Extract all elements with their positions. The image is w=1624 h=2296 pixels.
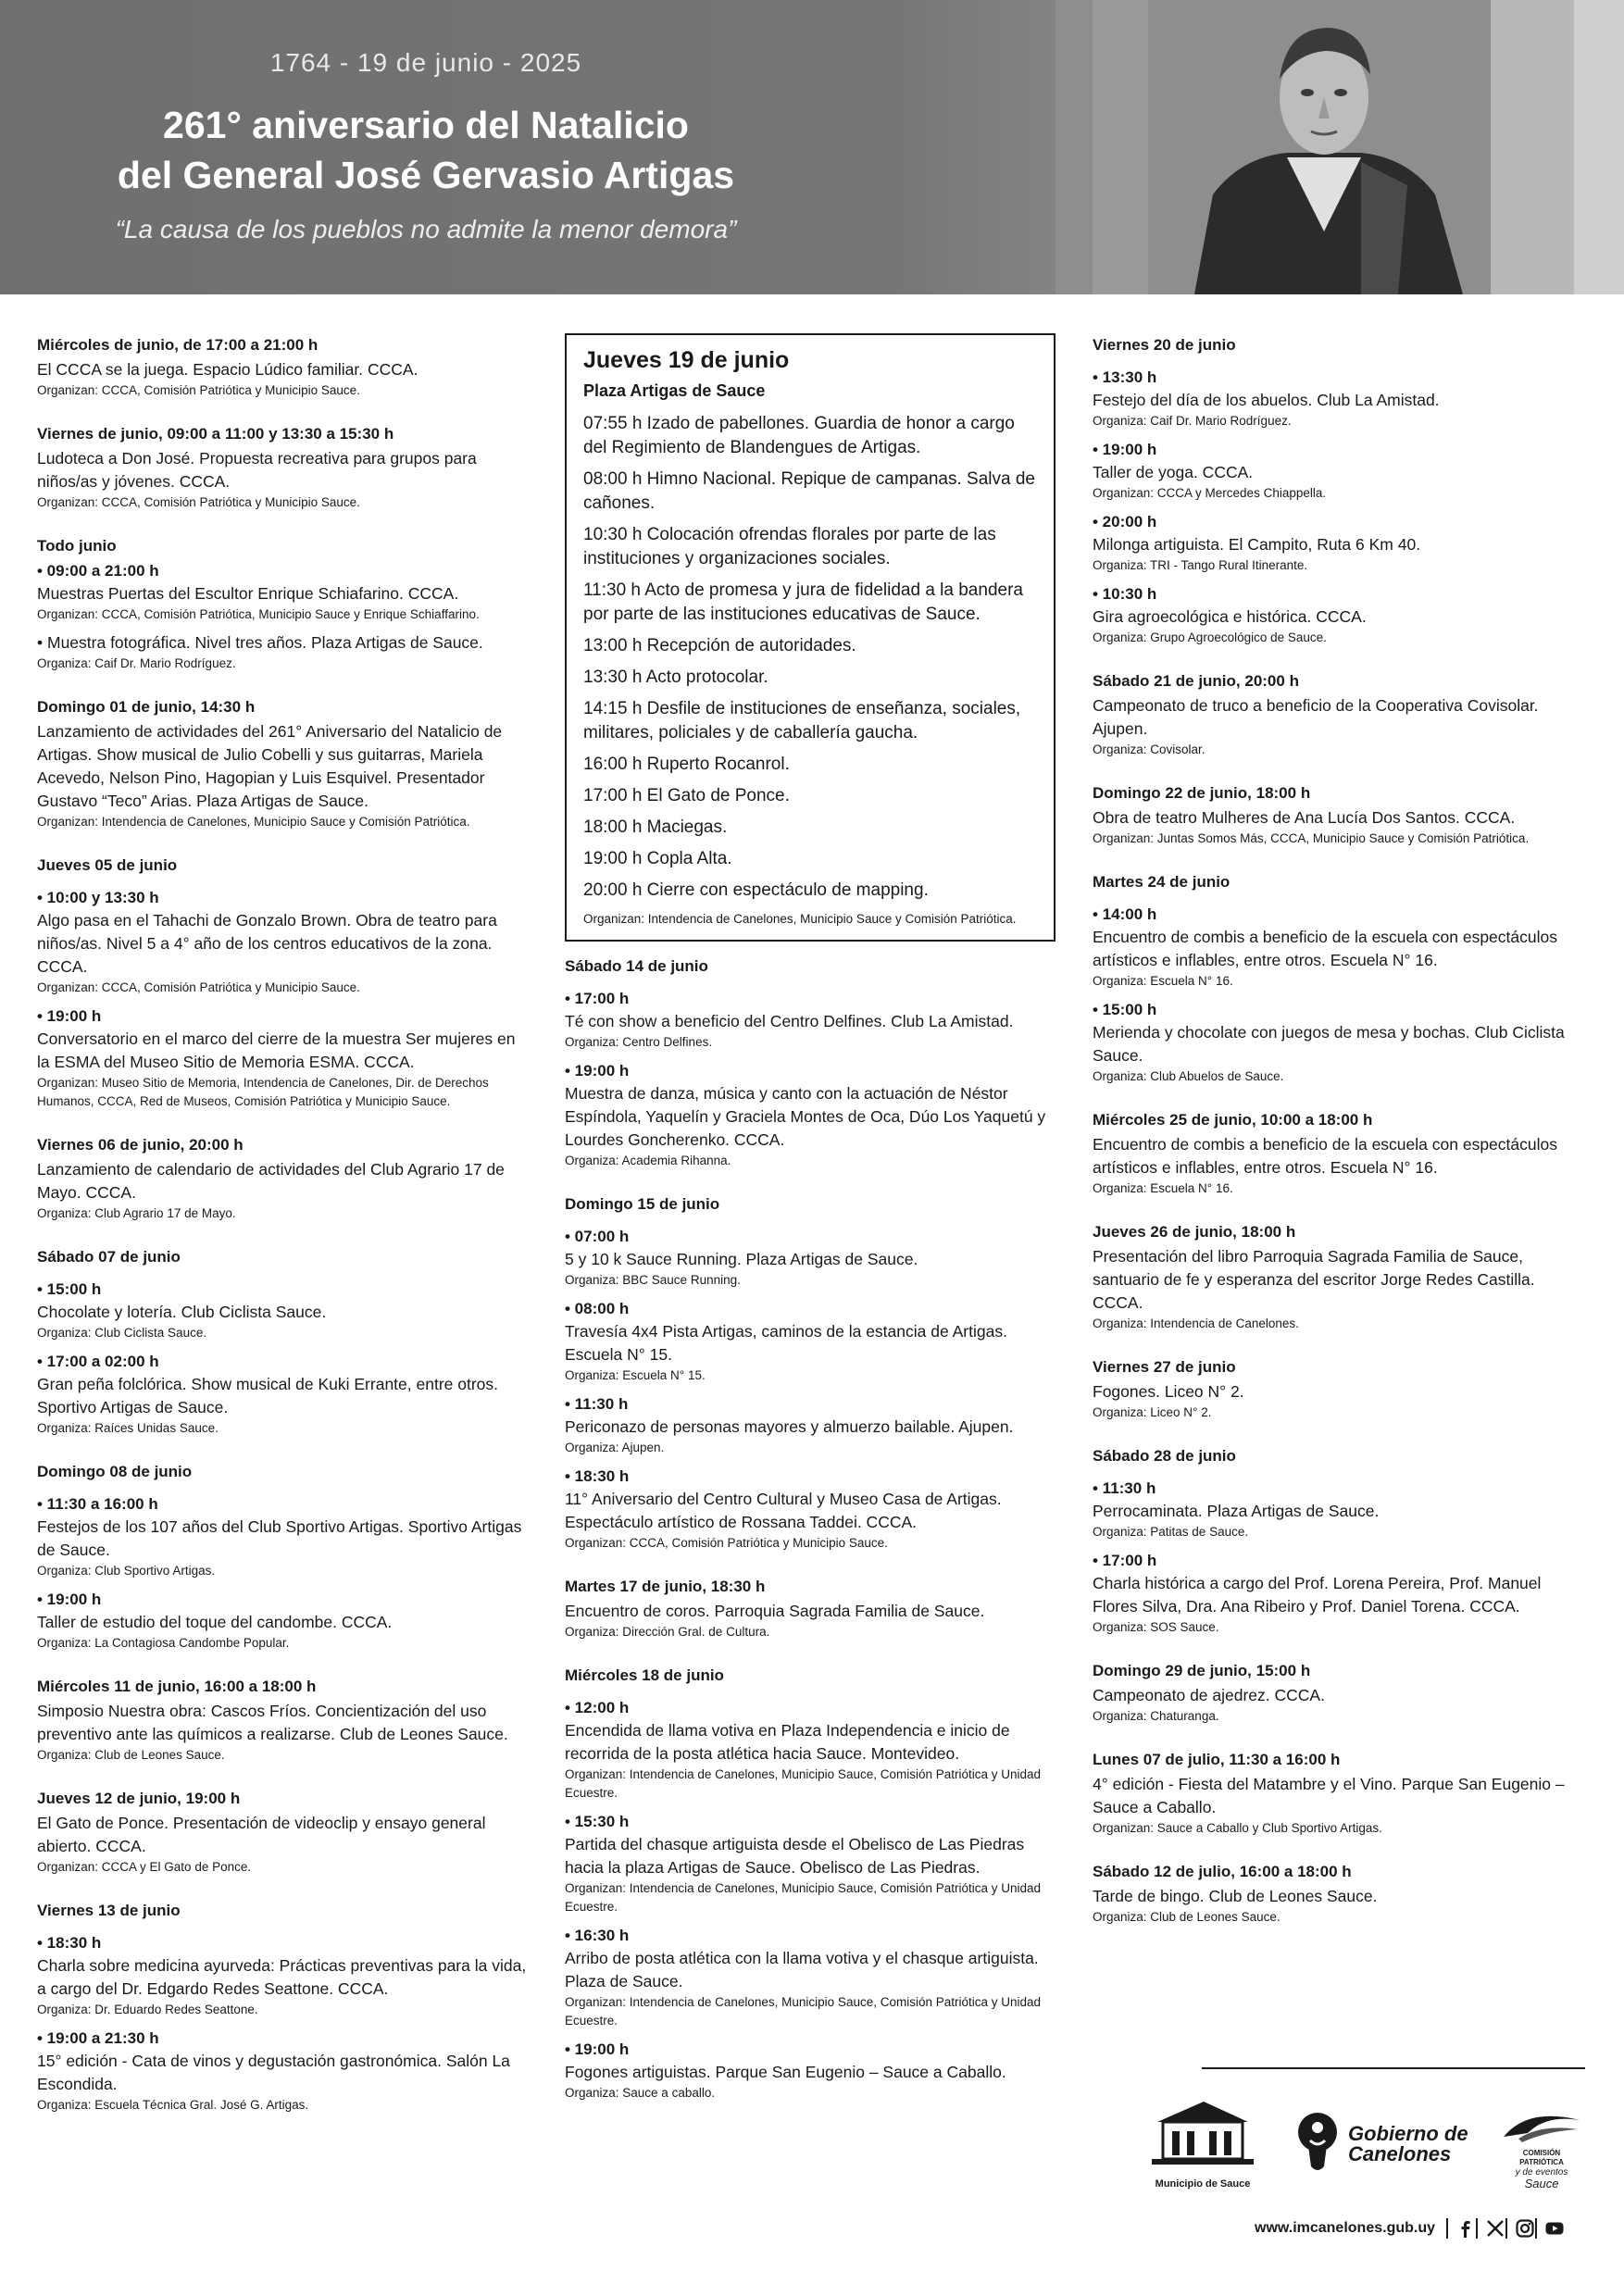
event-description: Taller de estudio del toque del candombe. CCCA. (37, 1613, 393, 1631)
section-date: Domingo 15 de junio (565, 1195, 720, 1213)
event-description: Lanzamiento de actividades del 261° Aniversario del Natalicio de Artigas. Show musical de Julio Cobelli y sus guitarras, Mariela Acevedo, Nelson Pino, Hagopian y Luis Esquivel. Presentador Gustavo “Teco” Arias. Plaza Artigas de Sauce. (37, 722, 503, 810)
event-description: Festejo del día de los abuelos. Club La Amistad. (1093, 391, 1440, 409)
event-organizers: Organizan: Sauce a Caballo y Club Sportivo Artigas. (1093, 1821, 1382, 1835)
event-item (1093, 1477, 1588, 1541)
section-date: Sábado 12 de julio, 16:00 a 18:00 h (1093, 1863, 1352, 1880)
event-item (37, 1158, 528, 1223)
featured-item: 13:30 h Acto protocolar. (583, 668, 768, 687)
schedule-section (37, 333, 528, 400)
event-description: Presentación del libro Parroquia Sagrada Familia de Sauce, santuario de fe y esperanza del escritor Jorge Redes Castilla. CCCA. (1093, 1247, 1535, 1312)
event-description: Campeonato de truco a beneficio de la Cooperativa Covisolar. Ajupen. (1093, 696, 1539, 738)
event-item (37, 1492, 528, 1580)
schedule-section (37, 1675, 528, 1765)
event-item (565, 1810, 1056, 1916)
comision-swoosh-icon (1500, 2107, 1583, 2144)
comision-line1: COMISIÓN PATRIÓTICA (1519, 2149, 1564, 2166)
event-item (1093, 366, 1588, 430)
featured-item: 07:55 h Izado de pabellones. Guardia de honor a cargo del Regimiento de Blandengues de Artigas. (583, 414, 1015, 457)
event-organizers: Organizan: CCCA y El Gato de Ponce. (37, 1860, 252, 1874)
header-banner (0, 0, 1624, 294)
event-organizers: Organizan: CCCA, Comisión Patriótica y Municipio Sauce. (37, 383, 360, 397)
event-time: • 18:30 h (37, 1934, 102, 1952)
event-time: • 09:00 a 21:00 h (37, 562, 159, 580)
event-time: • 17:00 h (565, 990, 630, 1007)
header-title-line2: del General José Gervasio Artigas (117, 154, 735, 196)
event-description: Fogones. Liceo N° 2. (1093, 1382, 1244, 1401)
event-organizers: Organizan: CCCA, Comisión Patriótica y Municipio Sauce. (565, 1536, 888, 1550)
event-time: • 17:00 h (1093, 1552, 1157, 1569)
event-description: 11° Aniversario del Centro Cultural y Museo Casa de Artigas. Espectáculo artístico de Rossana Taddei. CCCA. (565, 1490, 1002, 1531)
event-organizers: Organiza: La Contagiosa Candombe Popular. (37, 1636, 290, 1650)
event-item (1093, 1133, 1588, 1198)
section-date: Miércoles 18 de junio (565, 1666, 724, 1684)
event-organizers: Organiza: Escuela N° 16. (1093, 974, 1233, 988)
municipio-building-icon (1148, 2094, 1257, 2168)
event-item (37, 886, 528, 997)
event-item (565, 1696, 1056, 1803)
event-time: • 18:30 h (565, 1467, 630, 1485)
event-organizers: Organiza: Club Sportivo Artigas. (37, 1564, 216, 1578)
event-organizers: Organiza: Escuela N° 15. (565, 1368, 706, 1382)
event-description: Lanzamiento de calendario de actividades del Club Agrario 17 de Mayo. CCCA. (37, 1160, 505, 1202)
event-time: • 17:00 a 02:00 h (37, 1353, 159, 1370)
schedule-section (1093, 1659, 1588, 1726)
section-date: Jueves 12 de junio, 19:00 h (37, 1790, 241, 1807)
event-organizers: Organiza: Caif Dr. Mario Rodríguez. (1093, 414, 1292, 428)
event-organizers: Organiza: Dr. Eduardo Redes Seattone. (37, 2003, 258, 2016)
event-item (565, 2038, 1056, 2103)
artigas-portrait (1056, 0, 1624, 294)
section-date: Viernes 06 de junio, 20:00 h (37, 1136, 244, 1154)
header-quote: “La causa de los pueblos no admite la menor demora” (115, 215, 737, 243)
section-date: Miércoles de junio, de 17:00 a 21:00 h (37, 336, 319, 354)
event-organizers: Organizan: Intendencia de Canelones, Municipio Sauce y Comisión Patriótica. (37, 815, 470, 829)
event-time: • 15:00 h (37, 1280, 102, 1298)
event-organizers: Organizan: CCCA y Mercedes Chiappella. (1093, 486, 1327, 500)
event-time: • 19:00 h (565, 1062, 630, 1079)
event-item (565, 1600, 1056, 1641)
event-description: 15° edición - Cata de vinos y degustación gastronómica. Salón La Escondida. (37, 2052, 510, 2093)
event-description: Milonga artiguista. El Campito, Ruta 6 Km 40. (1093, 535, 1421, 554)
event-description: Obra de teatro Mulheres de Ana Lucía Dos Santos. CCCA. (1093, 808, 1516, 827)
event-organizers: Organiza: Club Abuelos de Sauce. (1093, 1069, 1284, 1083)
event-organizers: Organiza: Dirección Gral. de Cultura. (565, 1625, 770, 1639)
event-organizers: Organiza: Academia Rihanna. (565, 1154, 731, 1167)
header-dates: 1764 - 19 de junio - 2025 (269, 48, 582, 77)
section-date: Viernes 13 de junio (37, 1902, 181, 1919)
featured-box-jueves-19 (565, 333, 1056, 942)
event-organizers: Organizan: Intendencia de Canelones, Municipio Sauce, Comisión Patriótica y Unidad Ecuestre. (565, 1767, 1042, 1800)
icon-separator (1535, 2218, 1537, 2239)
section-date: Domingo 29 de junio, 15:00 h (1093, 1662, 1311, 1679)
event-time: • 19:00 a 21:30 h (37, 2029, 159, 2047)
comision-patriotica-logo (1500, 2107, 1583, 2190)
featured-item: 20:00 h Cierre con espectáculo de mapping. (583, 880, 929, 900)
schedule-section (37, 422, 528, 512)
comision-line2: y de eventos (1515, 2167, 1568, 2177)
section-date: Martes 24 de junio (1093, 873, 1230, 891)
footer-divider (1202, 2067, 1585, 2069)
event-item (1093, 1773, 1588, 1838)
column-center-list (565, 955, 1056, 2103)
event-item (1093, 510, 1588, 575)
event-time: • 11:30 h (565, 1395, 629, 1413)
event-item (1093, 694, 1588, 759)
event-item (1093, 903, 1588, 991)
event-time: • 19:00 h (1093, 441, 1157, 458)
youtube-icon[interactable] (1544, 2218, 1565, 2239)
event-description: Travesía 4x4 Pista Artigas, caminos de la estancia de Artigas. Escuela N° 15. (565, 1322, 1007, 1364)
event-description: Encendida de llama votiva en Plaza Independencia e inicio de recorrida de la posta atlética hacia Sauce. Montevideo. (565, 1721, 1010, 1763)
event-item (565, 1465, 1056, 1553)
schedule-section (37, 854, 528, 1111)
event-item (565, 1392, 1056, 1457)
event-description: Gran peña folclórica. Show musical de Kuki Errante, entre otros. Sportivo Artigas de Sauce. (37, 1375, 499, 1416)
section-date: Sábado 28 de junio (1093, 1447, 1236, 1465)
event-time: • 20:00 h (1093, 513, 1157, 530)
municipio-sauce-logo (1148, 2094, 1257, 2196)
website-link[interactable]: www.imcanelones.gub.uy (1255, 2220, 1435, 2236)
municipio-label: Municipio de Sauce (1155, 2178, 1251, 2190)
event-description: Festejos de los 107 años del Club Sportivo Artigas. Sportivo Artigas de Sauce. (37, 1517, 522, 1559)
event-time: • 07:00 h (565, 1228, 630, 1245)
schedule-section (1093, 1108, 1588, 1198)
instagram-icon[interactable] (1515, 2218, 1535, 2239)
featured-item: 08:00 h Himno Nacional. Repique de campanas. Salva de cañones. (583, 469, 1035, 513)
schedule-section (1093, 669, 1588, 759)
event-description: Encuentro de combis a beneficio de la escuela con espectáculos artísticos e inflables, entre otros. Escuela N° 16. (1093, 1135, 1557, 1177)
icon-separator (1505, 2218, 1507, 2239)
event-description: Perrocaminata. Plaza Artigas de Sauce. (1093, 1502, 1380, 1520)
event-organizers: Organiza: Grupo Agroecológico de Sauce. (1093, 630, 1327, 644)
gobierno-line2: Canelones (1348, 2142, 1452, 2165)
event-time: • 19:00 h (37, 1591, 102, 1608)
section-date: Domingo 22 de junio, 18:00 h (1093, 784, 1311, 802)
event-description: Campeonato de ajedrez. CCCA. (1093, 1686, 1325, 1704)
schedule-section (1093, 870, 1588, 1086)
schedule-section (37, 1460, 528, 1653)
event-description: Fogones artiguistas. Parque San Eugenio – Sauce a Caballo. (565, 2063, 1006, 2081)
column-right (1093, 333, 1588, 1949)
event-time: • 15:30 h (565, 1813, 630, 1830)
event-item (565, 1225, 1056, 1290)
event-item (37, 720, 528, 831)
event-description: Chocolate y lotería. Club Ciclista Sauce. (37, 1303, 327, 1321)
event-organizers: Organiza: Patitas de Sauce. (1093, 1525, 1249, 1539)
event-description: Muestras Puertas del Escultor Enrique Schiafarino. CCCA. (37, 584, 459, 603)
gobierno-line1: Gobierno de (1348, 2122, 1468, 2145)
section-date: Domingo 08 de junio (37, 1463, 193, 1480)
event-item (37, 1350, 528, 1438)
event-item (1093, 1380, 1588, 1422)
event-time: • 10:30 h (1093, 585, 1157, 603)
event-item (37, 1004, 528, 1111)
event-item (1093, 1684, 1588, 1726)
schedule-section (1093, 1860, 1588, 1927)
schedule-section (37, 534, 528, 673)
event-description: Encuentro de coros. Parroquia Sagrada Familia de Sauce. (565, 1602, 985, 1620)
featured-item: 18:00 h Maciegas. (583, 817, 728, 837)
event-time: • 19:00 h (565, 2040, 630, 2058)
event-organizers: Organizan: CCCA, Comisión Patriótica y Municipio Sauce. (37, 980, 360, 994)
event-item (1093, 998, 1588, 1086)
section-date: Miércoles 25 de junio, 10:00 a 18:00 h (1093, 1111, 1373, 1129)
schedule-section (37, 1133, 528, 1223)
canelones-emblem-icon (1296, 2111, 1339, 2174)
event-item (565, 987, 1056, 1052)
event-item (565, 1059, 1056, 1170)
event-item (37, 1812, 528, 1877)
schedule-section (565, 955, 1056, 1170)
event-description: Arribo de posta atlética con la llama votiva y el chasque artiguista. Plaza de Sauce. (565, 1949, 1039, 1990)
event-description: Ludoteca a Don José. Propuesta recreativa para grupos para niños/as y jóvenes. CCCA. (37, 449, 477, 491)
event-item (1093, 1885, 1588, 1927)
featured-item: 19:00 h Copla Alta. (583, 849, 732, 868)
event-item (37, 559, 528, 624)
section-date: Todo junio (37, 537, 117, 555)
schedule-section (1093, 1444, 1588, 1637)
schedule-section (37, 1787, 528, 1877)
event-organizers: Organiza: Centro Delfines. (565, 1035, 713, 1049)
section-date: Sábado 14 de junio (565, 957, 708, 975)
schedule-section (1093, 333, 1588, 647)
event-description: 4° edición - Fiesta del Matambre y el Vino. Parque San Eugenio – Sauce a Caballo. (1093, 1775, 1565, 1816)
schedule-section (565, 1192, 1056, 1553)
section-date: Viernes 20 de junio (1093, 336, 1236, 354)
featured-item: 11:30 h Acto de promesa y jura de fidelidad a la bandera por parte de las instituciones educativas de Sauce. (583, 580, 1023, 624)
featured-item: 14:15 h Desfile de instituciones de enseñanza, sociales, militares, policiales y de caballería gaucha. (583, 699, 1021, 742)
event-item (37, 358, 528, 400)
event-item (1093, 438, 1588, 503)
section-date: Viernes de junio, 09:00 a 11:00 y 13:30 a 15:30 h (37, 425, 394, 443)
event-item (1093, 1245, 1588, 1333)
section-date: Sábado 07 de junio (37, 1248, 181, 1266)
featured-item: 10:30 h Colocación ofrendas florales por parte de las instituciones y organizaciones sociales. (583, 525, 996, 568)
event-organizers: Organiza: TRI - Tango Rural Itinerante. (1093, 558, 1308, 572)
event-description: Encuentro de combis a beneficio de la escuela con espectáculos artísticos e inflables, entre otros. Escuela N° 16. (1093, 928, 1557, 969)
event-organizers: Organiza: Raíces Unidas Sauce. (37, 1421, 219, 1435)
comision-line3: Sauce (1524, 2177, 1559, 2190)
header-title-line1: 261° aniversario del Natalicio (163, 104, 689, 146)
section-date: Viernes 27 de junio (1093, 1358, 1236, 1376)
event-organizers: Organizan: Museo Sitio de Memoria, Intendencia de Canelones, Dir. de Derechos Humanos, CCCA, Red de Museos, Comisión Patriótica y Municipio Sauce. (37, 1076, 489, 1108)
column-left (37, 333, 528, 2137)
event-item (37, 1931, 528, 2019)
event-item (1093, 1549, 1588, 1637)
featured-place: Plaza Artigas de Sauce (583, 381, 766, 400)
event-description: Té con show a beneficio del Centro Delfines. Club La Amistad. (565, 1012, 1014, 1030)
schedule-section (37, 695, 528, 831)
gobierno-canelones-logo (1296, 2111, 1472, 2185)
event-organizers: Organizan: CCCA, Comisión Patriótica y Municipio Sauce. (37, 495, 360, 509)
event-organizers: Organiza: Liceo N° 2. (1093, 1405, 1212, 1419)
event-time: • 11:30 h (1093, 1479, 1156, 1497)
event-organizers: Organizan: CCCA, Comisión Patriótica, Municipio Sauce y Enrique Schiaffarino. (37, 607, 480, 621)
event-organizers: Organiza: Intendencia de Canelones. (1093, 1316, 1299, 1330)
schedule-section (565, 1664, 1056, 2103)
event-organizers: Organiza: Club de Leones Sauce. (1093, 1910, 1280, 1924)
event-description: Tarde de bingo. Club de Leones Sauce. (1093, 1887, 1378, 1905)
event-item (1093, 806, 1588, 848)
icon-separator (1476, 2218, 1478, 2239)
featured-day: Jueves 19 de junio (583, 347, 790, 373)
schedule-section (1093, 781, 1588, 848)
event-organizers: Organizan: Intendencia de Canelones, Municipio Sauce, Comisión Patriótica y Unidad Ecuestre. (565, 1995, 1042, 2028)
event-item (37, 1278, 528, 1342)
schedule-section (37, 1899, 528, 2115)
section-date: Lunes 07 de julio, 11:30 a 16:00 h (1093, 1751, 1341, 1768)
event-item (37, 1588, 528, 1653)
facebook-icon[interactable] (1455, 2218, 1476, 2239)
event-organizers: Organiza: Sauce a caballo. (565, 2086, 716, 2100)
section-date: Jueves 26 de junio, 18:00 h (1093, 1223, 1296, 1241)
event-organizers: Organiza: Club Agrario 17 de Mayo. (37, 1206, 236, 1220)
event-organizers: Organiza: Caif Dr. Mario Rodríguez. (37, 656, 236, 670)
section-date: Jueves 05 de junio (37, 856, 178, 874)
event-description: Periconazo de personas mayores y almuerzo bailable. Ajupen. (565, 1417, 1014, 1436)
section-date: Sábado 21 de junio, 20:00 h (1093, 672, 1299, 690)
event-time: • 16:30 h (565, 1927, 630, 1944)
section-date: Domingo 01 de junio, 14:30 h (37, 698, 256, 716)
event-description: Simposio Nuestra obra: Cascos Fríos. Concientización del uso preventivo ante las químicos a realizarse. Club de Leones Sauce. (37, 1702, 508, 1743)
event-description: Algo pasa en el Tahachi de Gonzalo Brown. Obra de teatro para niños/as. Nivel 5 a 4° año de los centros educativos de la zona. CCCA. (37, 911, 497, 976)
event-item (565, 1297, 1056, 1385)
event-organizers: Organizan: Juntas Somos Más, CCCA, Municipio Sauce y Comisión Patriótica. (1093, 831, 1530, 845)
event-description: Taller de yoga. CCCA. (1093, 463, 1254, 481)
event-item (1093, 582, 1588, 647)
section-date: Miércoles 11 de junio, 16:00 a 18:00 h (37, 1678, 317, 1695)
section-date: Martes 17 de junio, 18:30 h (565, 1578, 766, 1595)
schedule-section (1093, 1220, 1588, 1333)
featured-item: 16:00 h Ruperto Rocanrol. (583, 755, 790, 774)
event-description: • Muestra fotográfica. Nivel tres años. Plaza Artigas de Sauce. (37, 633, 483, 652)
event-organizers: Organiza: Chaturanga. (1093, 1709, 1219, 1723)
featured-item: 13:00 h Recepción de autoridades. (583, 636, 856, 655)
event-organizers: Organiza: Covisolar. (1093, 742, 1206, 756)
event-organizers: Organizan: Intendencia de Canelones, Municipio Sauce, Comisión Patriótica y Unidad Ecuestre. (565, 1881, 1042, 1914)
event-organizers: Organiza: Ajupen. (565, 1441, 665, 1454)
event-description: El Gato de Ponce. Presentación de videoclip y ensayo general abierto. CCCA. (37, 1814, 486, 1855)
event-description: Gira agroecológica e histórica. CCCA. (1093, 607, 1367, 626)
featured-items (583, 412, 1037, 903)
schedule-section (1093, 1748, 1588, 1838)
event-item (565, 1924, 1056, 2030)
event-item (37, 447, 528, 512)
column-center (565, 333, 1056, 2125)
event-description: Muestra de danza, música y canto con la actuación de Néstor Espíndola, Yaquelín y Graciela Montes de Oca, Dúo Los Yaquetú y Lourdes Goncherenko. CCCA. (565, 1084, 1046, 1149)
event-time: • 13:30 h (1093, 368, 1157, 386)
event-time: • 10:00 y 13:30 h (37, 889, 159, 906)
event-description: Charla sobre medicina ayurveda: Prácticas preventivas para la vida, a cargo del Dr. Edgardo Redes Seattone. CCCA. (37, 1956, 527, 1998)
event-item (37, 631, 528, 673)
event-time: • 14:00 h (1093, 905, 1157, 923)
event-description: 5 y 10 k Sauce Running. Plaza Artigas de Sauce. (565, 1250, 918, 1268)
event-description: Charla histórica a cargo del Prof. Lorena Pereira, Prof. Manuel Flores Silva, Dra. Ana Ribeiro y Prof. Daniel Torena. CCCA. (1093, 1574, 1542, 1616)
event-time: • 19:00 h (37, 1007, 102, 1025)
event-item (37, 2027, 528, 2115)
event-description: El CCCA se la juega. Espacio Lúdico familiar. CCCA. (37, 360, 418, 379)
event-organizers: Organiza: Escuela Técnica Gral. José G. Artigas. (37, 2098, 309, 2112)
event-organizers: Organiza: BBC Sauce Running. (565, 1273, 741, 1287)
event-description: Merienda y chocolate con juegos de mesa y bochas. Club Ciclista Sauce. (1093, 1023, 1565, 1065)
event-organizers: Organiza: Club de Leones Sauce. (37, 1748, 225, 1762)
featured-item: 17:00 h El Gato de Ponce. (583, 786, 790, 805)
x-icon[interactable] (1485, 2218, 1505, 2239)
event-time: • 15:00 h (1093, 1001, 1157, 1018)
schedule-section (37, 1245, 528, 1438)
event-item (37, 1700, 528, 1765)
event-description: Conversatorio en el marco del cierre de la muestra Ser mujeres en la ESMA del Museo Sitio de Memoria ESMA. CCCA. (37, 1029, 516, 1071)
event-organizers: Organiza: SOS Sauce. (1093, 1620, 1219, 1634)
event-time: • 08:00 h (565, 1300, 630, 1317)
schedule-section (565, 1575, 1056, 1641)
schedule-section (1093, 1355, 1588, 1422)
event-organizers: Organiza: Escuela N° 16. (1093, 1181, 1233, 1195)
event-time: • 12:00 h (565, 1699, 630, 1716)
event-organizers: Organiza: Club Ciclista Sauce. (37, 1326, 207, 1340)
event-time: • 11:30 a 16:00 h (37, 1495, 158, 1513)
event-description: Partida del chasque artiguista desde el Obelisco de Las Piedras hacia la plaza Artigas de Sauce. Obelisco de Las Piedras. (565, 1835, 1025, 1877)
featured-organizers: Organizan: Intendencia de Canelones, Municipio Sauce y Comisión Patriótica. (583, 912, 1017, 926)
url-separator (1446, 2218, 1448, 2239)
